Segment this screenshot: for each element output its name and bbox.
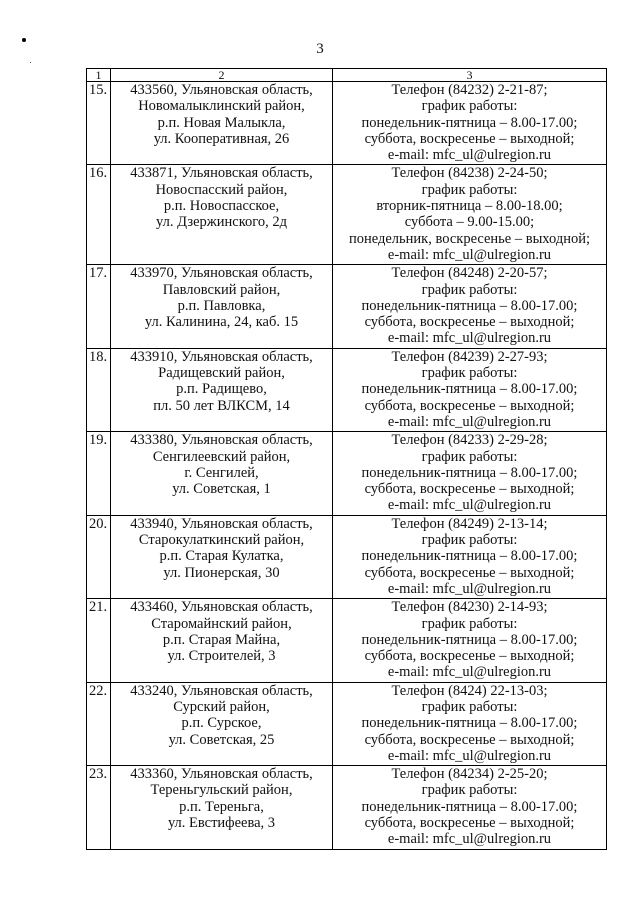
column-header: 1 [87, 69, 111, 82]
contact-line: Телефон (84230) 2-14-93; [391, 599, 548, 616]
address-cell [111, 682, 333, 765]
address-line: р.п. Тереньга, [179, 798, 264, 815]
address-line: р.п. Новоспасское, [163, 198, 280, 215]
contact-line: понедельник-пятница – 8.00-17.00; [361, 114, 578, 131]
contact-line: график работы: [421, 615, 518, 632]
contact-line: Телефон (84238) 2-24-50; [391, 165, 548, 182]
address-cell [111, 165, 333, 265]
address-line: Тереньгульский район, [150, 782, 293, 799]
column-header: 2 [111, 69, 333, 82]
contact-cell [333, 766, 607, 849]
address-line: Новомалыклинский район, [138, 98, 305, 115]
contact-line: Телефон (84239) 2-27-93; [391, 348, 548, 365]
contact-line: e-mail: mfc_ul@ulregion.ru [387, 664, 552, 681]
table-row [87, 599, 607, 682]
table-row [87, 165, 607, 265]
contact-line: понедельник-пятница – 8.00-17.00; [361, 548, 578, 565]
table-row [87, 348, 607, 431]
address-line: 433871, Ульяновская область, [130, 165, 313, 182]
contact-cell [333, 599, 607, 682]
contact-line: суббота – 9.00-15.00; [404, 214, 535, 231]
contact-line: график работы: [421, 532, 518, 549]
contact-line: суббота, воскресенье – выходной; [364, 648, 575, 665]
address-cell [111, 766, 333, 849]
address-line: ул. Строителей, 3 [167, 648, 276, 665]
contact-line: Телефон (84233) 2-29-28; [391, 432, 548, 449]
address-line: р.п. Павловка, [177, 297, 266, 314]
table-header-row [87, 69, 607, 82]
contact-line: Телефон (84234) 2-25-20; [391, 766, 548, 783]
row-number: 20. [87, 515, 111, 598]
address-line: р.п. Радищево, [176, 381, 267, 398]
address-line: Старомайнский район, [151, 615, 292, 632]
contact-line: Телефон (84232) 2-21-87; [391, 82, 548, 98]
address-line: 433360, Ульяновская область, [130, 766, 313, 783]
row-number: 22. [87, 682, 111, 765]
contact-line: суббота, воскресенье – выходной; [364, 397, 575, 414]
address-line: 433560, Ульяновская область, [130, 82, 313, 98]
contact-cell [333, 165, 607, 265]
contact-cell [333, 265, 607, 348]
address-line: Старокулаткинский район, [138, 532, 305, 549]
contact-line: график работы: [421, 181, 518, 198]
row-number: 19. [87, 432, 111, 515]
contact-line: понедельник-пятница – 8.00-17.00; [361, 715, 578, 732]
table-row [87, 766, 607, 849]
address-line: г. Сенгилей, [184, 464, 259, 481]
address-line: 433970, Ульяновская область, [130, 265, 313, 282]
row-number: 17. [87, 265, 111, 348]
address-line: пл. 50 лет ВЛКСМ, 14 [153, 397, 290, 414]
contact-cell [333, 82, 607, 165]
address-line: Радищевский район, [158, 365, 285, 382]
address-cell [111, 348, 333, 431]
address-line: р.п. Старая Майна, [162, 631, 281, 648]
contact-line: e-mail: mfc_ul@ulregion.ru [387, 580, 552, 597]
contact-line: e-mail: mfc_ul@ulregion.ru [387, 831, 552, 848]
address-line: ул. Советская, 1 [172, 481, 271, 498]
contact-line: график работы: [421, 782, 518, 799]
contact-line: график работы: [421, 698, 518, 715]
contact-line: график работы: [421, 365, 518, 382]
table-row [87, 515, 607, 598]
contact-line: Телефон (8424) 22-13-03; [391, 682, 548, 699]
contact-line: понедельник-пятница – 8.00-17.00; [361, 381, 578, 398]
contact-line: e-mail: mfc_ul@ulregion.ru [387, 747, 552, 764]
contact-line: суббота, воскресенье – выходной; [364, 731, 575, 748]
address-line: ул. Евстифеева, 3 [167, 815, 276, 832]
contact-line: Телефон (84248) 2-20-57; [391, 265, 548, 282]
address-line: ул. Дзержинского, 2д [155, 214, 287, 231]
address-cell [111, 599, 333, 682]
contact-line: суббота, воскресенье – выходной; [364, 314, 575, 331]
column-header: 3 [333, 69, 607, 82]
table-row [87, 265, 607, 348]
address-line: ул. Калинина, 24, каб. 15 [144, 314, 299, 331]
contact-line: график работы: [421, 281, 518, 298]
address-line: р.п. Новая Малыкла, [157, 114, 286, 131]
row-number: 18. [87, 348, 111, 431]
address-line: 433460, Ульяновская область, [130, 599, 313, 616]
row-number: 23. [87, 766, 111, 849]
mfc-offices-table [86, 68, 607, 850]
address-line: 433940, Ульяновская область, [130, 515, 313, 532]
address-line: Новоспасский район, [155, 181, 288, 198]
address-cell [111, 515, 333, 598]
address-line: ул. Пионерская, 30 [163, 564, 280, 581]
address-line: ул. Советская, 25 [168, 731, 275, 748]
contact-line: e-mail: mfc_ul@ulregion.ru [387, 330, 552, 347]
table-row [87, 682, 607, 765]
contact-line: график работы: [421, 448, 518, 465]
address-line: 433380, Ульяновская область, [130, 432, 313, 449]
row-number: 16. [87, 165, 111, 265]
address-line: р.п. Сурское, [181, 715, 262, 732]
contact-line: e-mail: mfc_ul@ulregion.ru [387, 497, 552, 514]
contact-cell [333, 348, 607, 431]
address-line: 433910, Ульяновская область, [130, 348, 313, 365]
address-line: 433240, Ульяновская область, [130, 682, 313, 699]
scan-speck [30, 62, 31, 63]
contact-line: понедельник-пятница – 8.00-17.00; [361, 631, 578, 648]
address-line: Сурский район, [173, 698, 270, 715]
contact-cell [333, 432, 607, 515]
table-row [87, 432, 607, 515]
contact-line: суббота, воскресенье – выходной; [364, 481, 575, 498]
contact-line: график работы: [421, 98, 518, 115]
contact-line: суббота, воскресенье – выходной; [364, 564, 575, 581]
page-number: 3 [316, 41, 324, 57]
address-line: Павловский район, [162, 281, 281, 298]
address-cell [111, 265, 333, 348]
contact-line: суббота, воскресенье – выходной; [364, 815, 575, 832]
table-row [87, 82, 607, 165]
address-line: Сенгилеевский район, [152, 448, 291, 465]
address-line: ул. Кооперативная, 26 [153, 130, 290, 147]
contact-cell [333, 682, 607, 765]
contact-cell [333, 515, 607, 598]
contact-line: Телефон (84249) 2-13-14; [391, 515, 548, 532]
address-cell [111, 432, 333, 515]
contact-line: e-mail: mfc_ul@ulregion.ru [387, 413, 552, 430]
contact-line: понедельник-пятница – 8.00-17.00; [361, 297, 578, 314]
contact-line: понедельник, воскресенье – выходной; [348, 230, 591, 247]
contact-line: понедельник-пятница – 8.00-17.00; [361, 464, 578, 481]
contact-line: e-mail: mfc_ul@ulregion.ru [387, 246, 552, 263]
row-number: 21. [87, 599, 111, 682]
contact-line: суббота, воскресенье – выходной; [364, 130, 575, 147]
contact-line: e-mail: mfc_ul@ulregion.ru [387, 147, 552, 164]
address-cell [111, 82, 333, 165]
address-line: р.п. Старая Кулатка, [159, 548, 284, 565]
contact-line: вторник-пятница – 8.00-18.00; [376, 198, 563, 215]
contact-line: понедельник-пятница – 8.00-17.00; [361, 798, 578, 815]
row-number: 15. [87, 82, 111, 165]
